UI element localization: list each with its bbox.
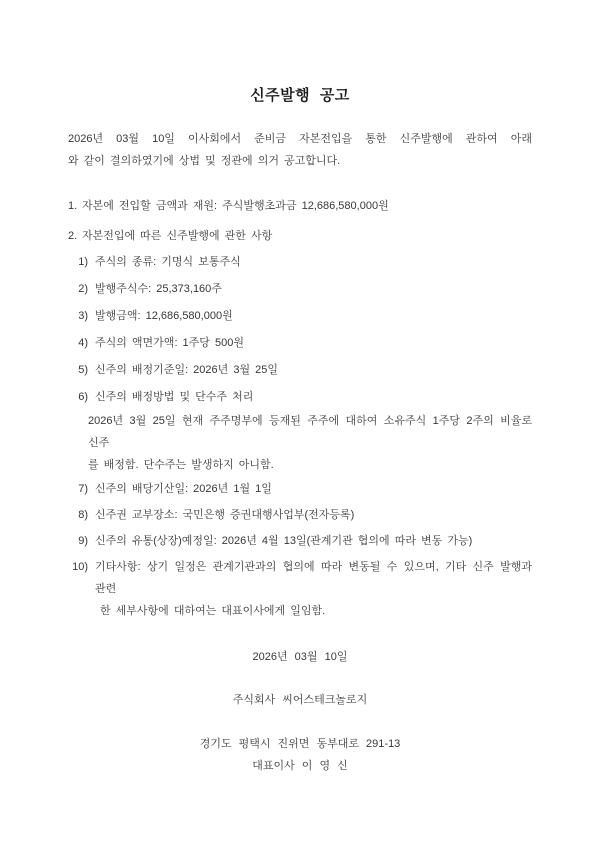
sub-item-text: 발행금액: 12,686,580,000원: [95, 310, 233, 322]
sub-item-number: 6): [78, 391, 88, 403]
sub-item-number: 4): [78, 337, 88, 349]
sub-item-number: 5): [78, 364, 88, 376]
sub-item-4: [68, 332, 532, 354]
sub-item-number: 10): [72, 561, 88, 573]
intro-line-2: 와 같이 결의하였기에 상법 및 정관에 의거 공고합니다.: [68, 155, 341, 167]
sub-item-10-line-2: 한 세부사항에 대하여는 대표이사에게 일임함.: [100, 605, 326, 617]
sub-item-text: 신주의 배당기산일: 2026년 1월 1일: [95, 483, 272, 495]
sub-item-number: 2): [78, 283, 88, 295]
sub-item-text: 신주권 교부장소: 국민은행 증권대행사업부(전자등록): [95, 509, 355, 521]
list-item-1: [68, 195, 532, 217]
company-address: 경기도 평택시 진위면 동부대로 291-13: [199, 738, 401, 750]
item-text: 자본전입에 따른 신주발행에 관한 사항: [82, 230, 273, 242]
sub-item-9: [68, 530, 532, 552]
item-number: 2.: [68, 230, 78, 242]
sub-item-text: 신주의 유통(상장)예정일: 2026년 4월 13일(관계기관 협의에 따라 변동 가능): [95, 535, 473, 547]
company-name: 주식회사 씨어스테크놀로지: [232, 694, 368, 706]
sub-item-7: [68, 478, 532, 500]
sub-item-number: 8): [78, 509, 88, 521]
sub-item-number: 9): [78, 535, 88, 547]
sub-item-1: [68, 251, 532, 273]
sub-item-text: 주식의 액면가액: 1주당 500원: [95, 337, 244, 349]
list-item-2: [68, 225, 532, 247]
sub-item-text: [95, 556, 532, 622]
sub-item-2: [68, 278, 532, 300]
ceo-name: 대표이사 이 영 신: [252, 760, 348, 772]
sub-item-6: [68, 386, 532, 408]
note-line-1: 2026년 3월 25일 현재 주주명부에 등재된 주주에 대하여 소유주식 1주당 2주의 비율로 신주: [88, 415, 532, 449]
allotment-note: [88, 410, 532, 476]
sub-item-number: 1): [78, 256, 88, 268]
note-line-2: 를 배정함. 단수주는 발생하지 아니함.: [88, 459, 274, 471]
item-number: 1.: [68, 200, 78, 212]
sub-item-10-line-1: 기타사항: 상기 일정은 관계기관과의 협의에 따라 변동될 수 있으며, 기타 신주 발행과 관련: [95, 561, 532, 595]
intro-paragraph: [68, 128, 532, 172]
sub-item-text: 신주의 배정방법 및 단수주 처리: [95, 391, 254, 403]
sub-item-number: 3): [78, 310, 88, 322]
sub-item-text: 발행주식수: 25,373,160주: [95, 283, 222, 295]
sub-item-10: [68, 556, 532, 622]
sub-item-3: [68, 305, 532, 327]
intro-line-1: 2026년 03월 10일 이사회에서 준비금 자본전입을 통한 신주발행에 관하여 아래: [68, 133, 532, 145]
sub-item-text: 주식의 종류: 기명식 보통주식: [95, 256, 241, 268]
notice-date: 2026년 03월 10일: [252, 651, 348, 663]
sub-item-5: [68, 359, 532, 381]
sub-item-number: 7): [78, 483, 88, 495]
sub-item-8: [68, 504, 532, 526]
sub-item-text: 신주의 배정기준일: 2026년 3월 25일: [95, 364, 278, 376]
document-title: 신주발행 공고: [250, 87, 350, 104]
item-text: 자본에 전입할 금액과 재원: 주식발행초과금 12,686,580,000원: [82, 200, 389, 212]
